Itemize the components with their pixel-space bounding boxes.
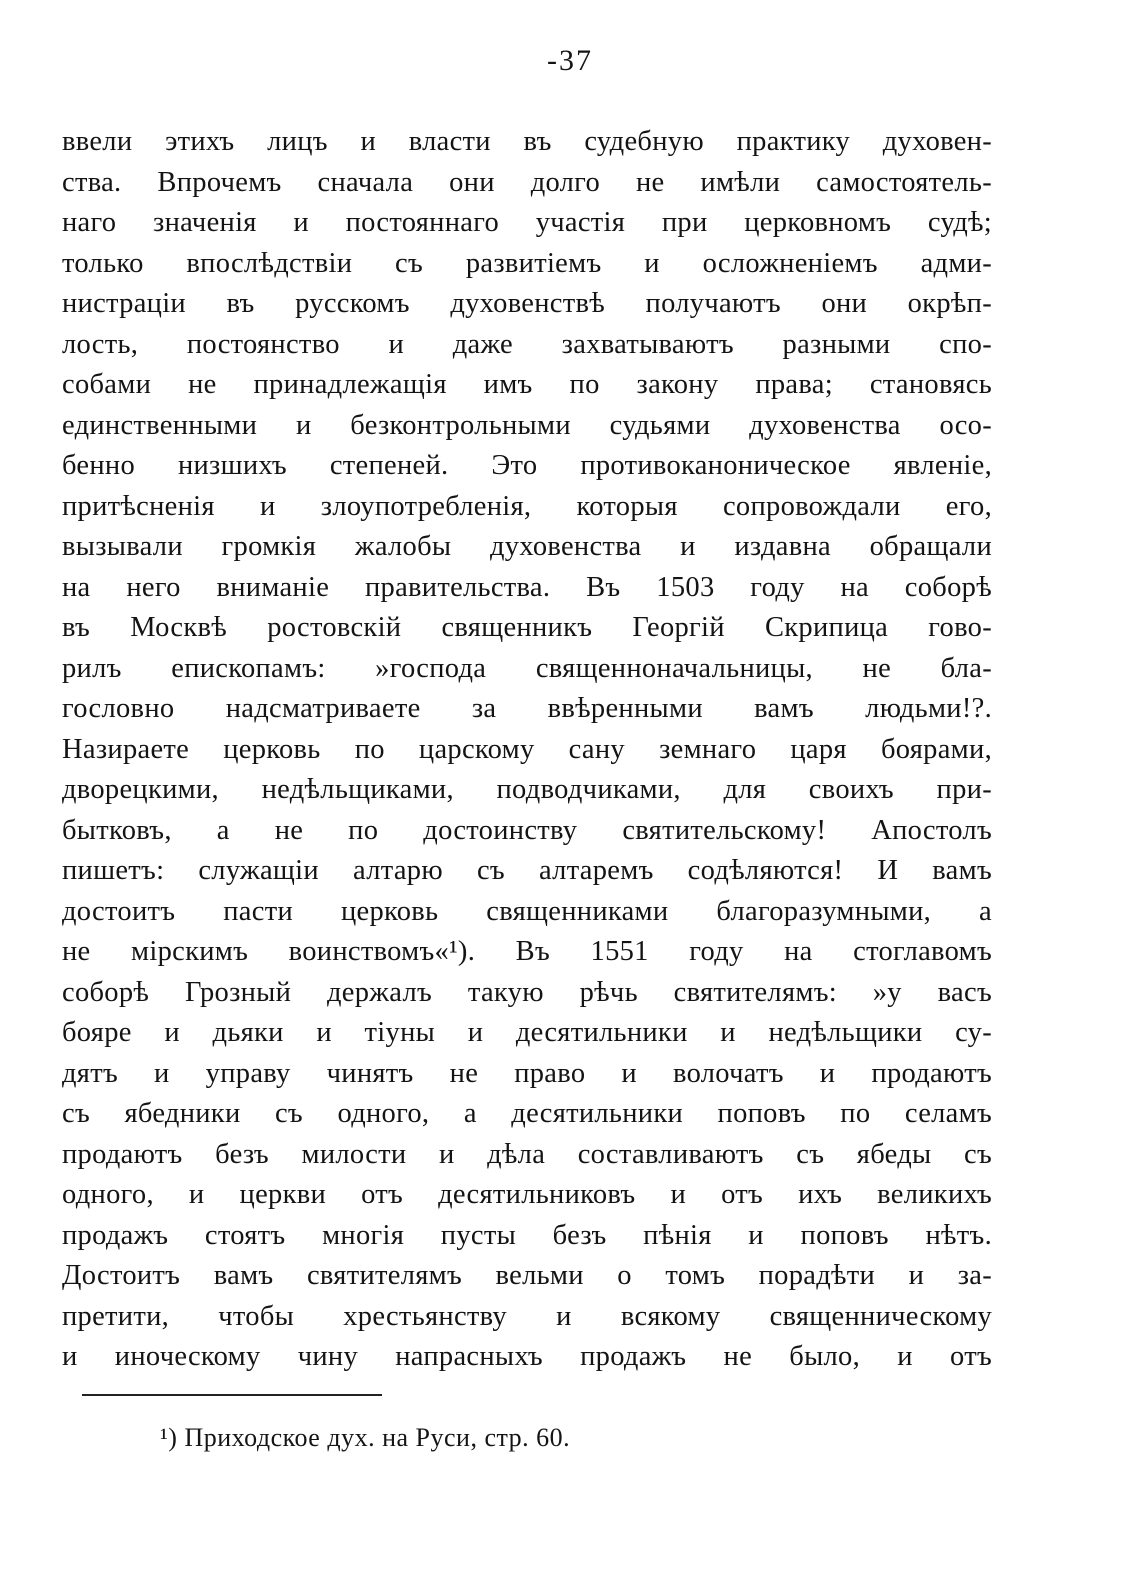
text-line: Достоитъ вамъ святителямъ вельми о томъ порадѣти и за- [62,1260,992,1291]
text-line: наго значенія и постояннаго участія при церковномъ судѣ; [62,207,992,238]
text-line: бенно низшихъ степеней. Это противоканоническое явленіе, [62,450,992,481]
text-line: соборѣ Грозный держалъ такую рѣчь святителямъ: »у васъ [62,976,992,1008]
text-line: Назираете церковь по царскому сану земнаго царя боярами, [62,733,992,765]
text-line: претити, чтобы хрестьянству и всякому священническому [62,1300,992,1332]
text-line: съ ябедники съ одного, а десятильники поповъ по селамъ [62,1098,992,1129]
text-line: ввели этихъ лицъ и власти въ судебную практику духовен- [62,126,992,157]
text-line: притѣсненія и злоупотребленія, которыя сопровождали его, [62,490,992,522]
text-line: бояре и дьяки и тіуны и десятильники и недѣльщики су- [62,1017,992,1048]
footnote: ¹) Приходское дух. на Руси, стр. 60. [160,1423,571,1452]
text-line: лость, постоянство и даже захватываютъ разными спо- [62,328,992,360]
text-line: ства. Впрочемъ сначала они долго не имѣли самостоятель- [62,166,992,198]
text-line: продаютъ безъ милости и дѣла составливаютъ съ ябеды съ [62,1138,992,1170]
text-line: достоитъ пасти церковь священниками благоразумными, а [62,895,992,927]
page-number: -37 [547,44,593,77]
text-line: бытковъ, а не по достоинству святительскому! Апостолъ [62,814,992,846]
text-line: дворецкими, недѣльщиками, подводчиками, для своихъ при- [62,774,992,805]
text-line: единственными и безконтрольными судьями духовенства осо- [62,409,992,441]
text-line: дятъ и управу чинятъ не право и волочатъ и продаютъ [62,1057,992,1089]
text-line: пишетъ: служащіи алтарю съ алтаремъ содѣляются! И вамъ [62,855,992,886]
text-line: и иноческому чину напрасныхъ продажъ не было, и отъ [62,1341,992,1372]
text-line: въ Москвѣ ростовскій священникъ Георгій Скрипица гово- [62,612,992,643]
text-line: не мірскимъ воинствомъ«¹). Въ 1551 году на стоглавомъ [62,936,992,967]
text-line: только впослѣдствіи съ развитіемъ и осложненіемъ адми- [62,247,992,279]
text-line: продажъ стоятъ многія пусты безъ пѣнія и поповъ нѣтъ. [62,1219,992,1251]
body-text [62,122,992,1378]
text-line: нистраціи въ русскомъ духовенствѣ получаютъ они окрѣп- [62,288,992,319]
text-line: одного, и церкви отъ десятильниковъ и отъ ихъ великихъ [62,1179,992,1210]
footnote-divider [82,1394,382,1396]
text-line: вызывали громкія жалобы духовенства и издавна обращали [62,531,992,562]
text-line: гословно надсматриваете за ввѣренными вамъ людьми!?. [62,693,992,724]
text-line: собами не принадлежащія имъ по закону права; становясь [62,369,992,400]
text-line: рилъ епископамъ: »господа священноначальницы, не бла- [62,652,992,684]
text-line: на него вниманіе правительства. Въ 1503 году на соборѣ [62,571,992,603]
